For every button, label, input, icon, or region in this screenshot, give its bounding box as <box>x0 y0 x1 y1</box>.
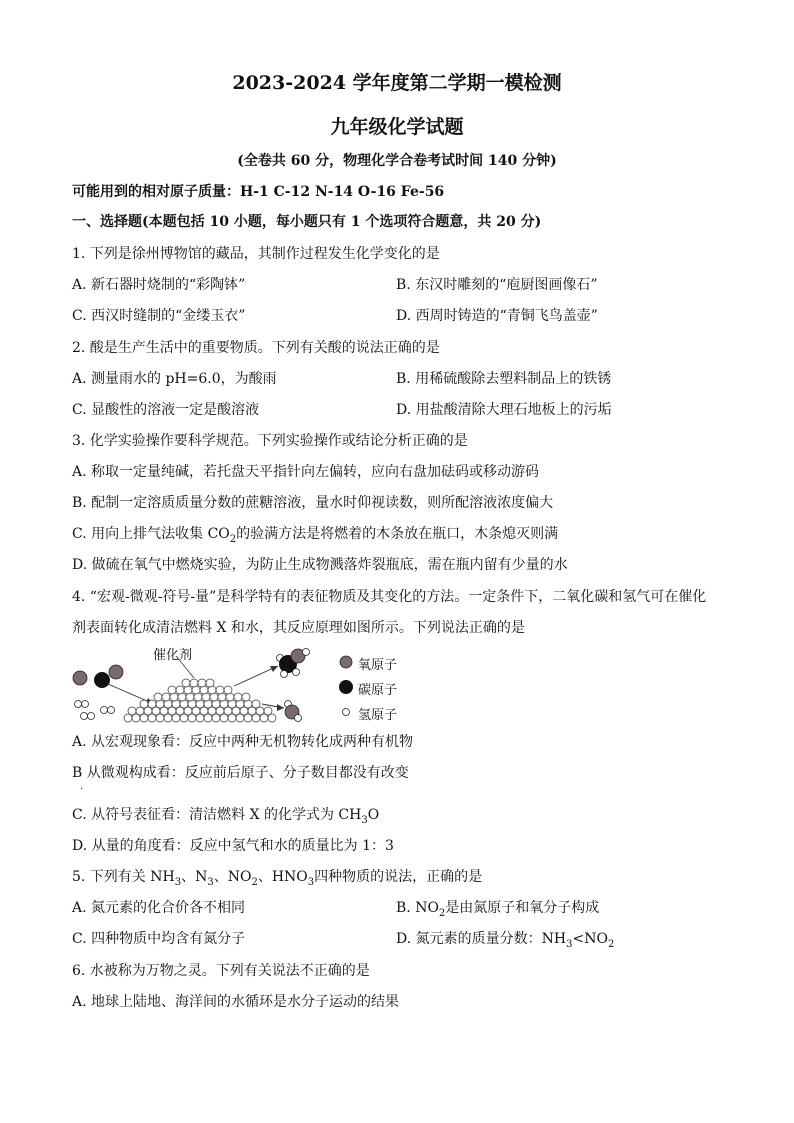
q5-stem: 5. 下列有关 $NH_3$、$N_3$、$NO_2$、$HNO_3$四种物质的说法，正确的是 <box>72 869 483 888</box>
legend-carbon-label: 碳原子 <box>358 683 398 698</box>
x-hydrogen-4 <box>293 669 300 676</box>
co2-carbon <box>94 672 110 688</box>
catalyst-label: 催化剂 <box>153 648 193 663</box>
exam-note: (全卷共 60 分，物理化学合卷考试时间 140 分钟) <box>237 153 557 169</box>
h2-left-3a <box>101 707 108 714</box>
x-hydrogen-2 <box>303 649 310 656</box>
q4-option-d: D. 从量的角度看：反应中氢气和水的质量比为 1：3 <box>72 838 394 854</box>
h2-left-1a <box>75 701 82 708</box>
h2-left-2b <box>88 713 95 720</box>
q2-stem: 2. 酸是生产生活中的重要物质。下列有关酸的说法正确的是 <box>72 340 440 356</box>
stray-dot: · <box>80 784 84 795</box>
legend-carbon-icon <box>339 680 353 694</box>
output-arrow-2-head <box>277 704 284 711</box>
q1-option-c: C. 西汉时缝制的“金缕玉衣” <box>72 308 246 324</box>
q3-stem: 3. 化学实验操作要科学规范。下列实验操作或结论分析正确的是 <box>72 433 468 449</box>
q5-option-d: D. 氮元素的质量分数：$NH_3<NO_2$ <box>396 931 615 950</box>
q3-option-c: C. 用向上排气法收集 $CO_2$的验满方法是将燃着的木条放在瓶口，木条熄灭则满 <box>72 526 559 545</box>
legend-hydrogen-label: 氢原子 <box>358 708 398 723</box>
q4-option-a: A. 从宏观现象看：反应中两种无机物转化成两种有机物 <box>72 734 414 750</box>
q3-option-a: A. 称取一定量纯碱，若托盘天平指针向左偏转，应向右盘加砝码或移动游码 <box>72 464 540 480</box>
h2-left-1b <box>82 701 89 708</box>
section-heading: 一、选择题(本题包括 10 小题，每小题只有 1 个选项符合题意，共 20 分) <box>72 214 542 230</box>
q2-option-c: C. 显酸性的溶液一定是酸溶液 <box>72 402 260 418</box>
q6-option-a: A. 地球上陆地、海洋间的水循环是水分子运动的结果 <box>72 994 400 1010</box>
q3-option-d: D. 做硫在氧气中燃烧实验，为防止生成物溅落炸裂瓶底，需在瓶内留有少量的水 <box>72 557 568 573</box>
q5-option-a: A. 氮元素的化合价各不相同 <box>72 900 246 916</box>
q4-option-b: B 从微观构成看：反应前后原子、分子数目都没有改变 <box>72 765 409 781</box>
reaction-diagram <box>66 642 426 726</box>
q1-stem: 1. 下列是徐州博物馆的藏品，其制作过程发生化学变化的是 <box>72 246 440 262</box>
output-arrow-1 <box>234 666 278 686</box>
q1-option-d: D. 西周时铸造的“青铜飞鸟盖壶” <box>396 308 598 324</box>
h2-left-3b <box>108 707 115 714</box>
q2-option-b: B. 用稀硫酸除去塑料制品上的铁锈 <box>396 371 612 387</box>
legend-oxygen-label: 氧原子 <box>358 658 398 673</box>
exam-subtitle: 九年级化学试题 <box>330 116 464 138</box>
legend-hydrogen-icon <box>343 709 350 716</box>
co2-oxygen-1 <box>73 671 87 685</box>
atomic-masses: 可能用到的相对原子质量：H-1 C-12 N-14 O-16 Fe-56 <box>72 184 445 200</box>
legend-oxygen-icon <box>340 656 352 668</box>
x-hydrogen-3 <box>281 671 288 678</box>
exam-title: 2023-2024 学年度第二学期一模检测 <box>232 72 562 94</box>
q5-option-c: C. 四种物质中均含有氮分子 <box>72 931 246 947</box>
q4-stem-line1: 4. “宏观-微观-符号-量”是科学特有的表征物质及其变化的方法。一定条件下，二氧化碳和氢气可在催化 <box>72 589 707 605</box>
q4-stem-line2: 剂表面转化成清洁燃料 X 和水，其反应原理如图所示。下列说法正确的是 <box>72 620 525 636</box>
q1-option-a: A. 新石器时烧制的“彩陶钵” <box>72 277 246 293</box>
q3-option-b: B. 配制一定溶质质量分数的蔗糖溶液，量水时仰视读数，则所配溶液浓度偏大 <box>72 495 554 511</box>
q4-option-c: C. 从符号表征看：清洁燃料 X 的化学式为 $CH_3O$ <box>72 807 380 826</box>
h2-left-2a <box>81 713 88 720</box>
co2-oxygen-2 <box>109 665 123 679</box>
q2-option-a: A. 测量雨水的 pH=6.0，为酸雨 <box>72 371 277 387</box>
q6-stem: 6. 水被称为万物之灵。下列有关说法不正确的是 <box>72 963 370 979</box>
q2-option-d: D. 用盐酸清除大理石地板上的污垢 <box>396 402 612 418</box>
q1-option-b: B. 东汉时雕刻的“庖厨图画像石” <box>396 277 598 293</box>
water-hydrogen-2 <box>295 715 302 722</box>
q5-option-b: B. $NO_2$是由氮原子和氧分子构成 <box>396 900 600 919</box>
